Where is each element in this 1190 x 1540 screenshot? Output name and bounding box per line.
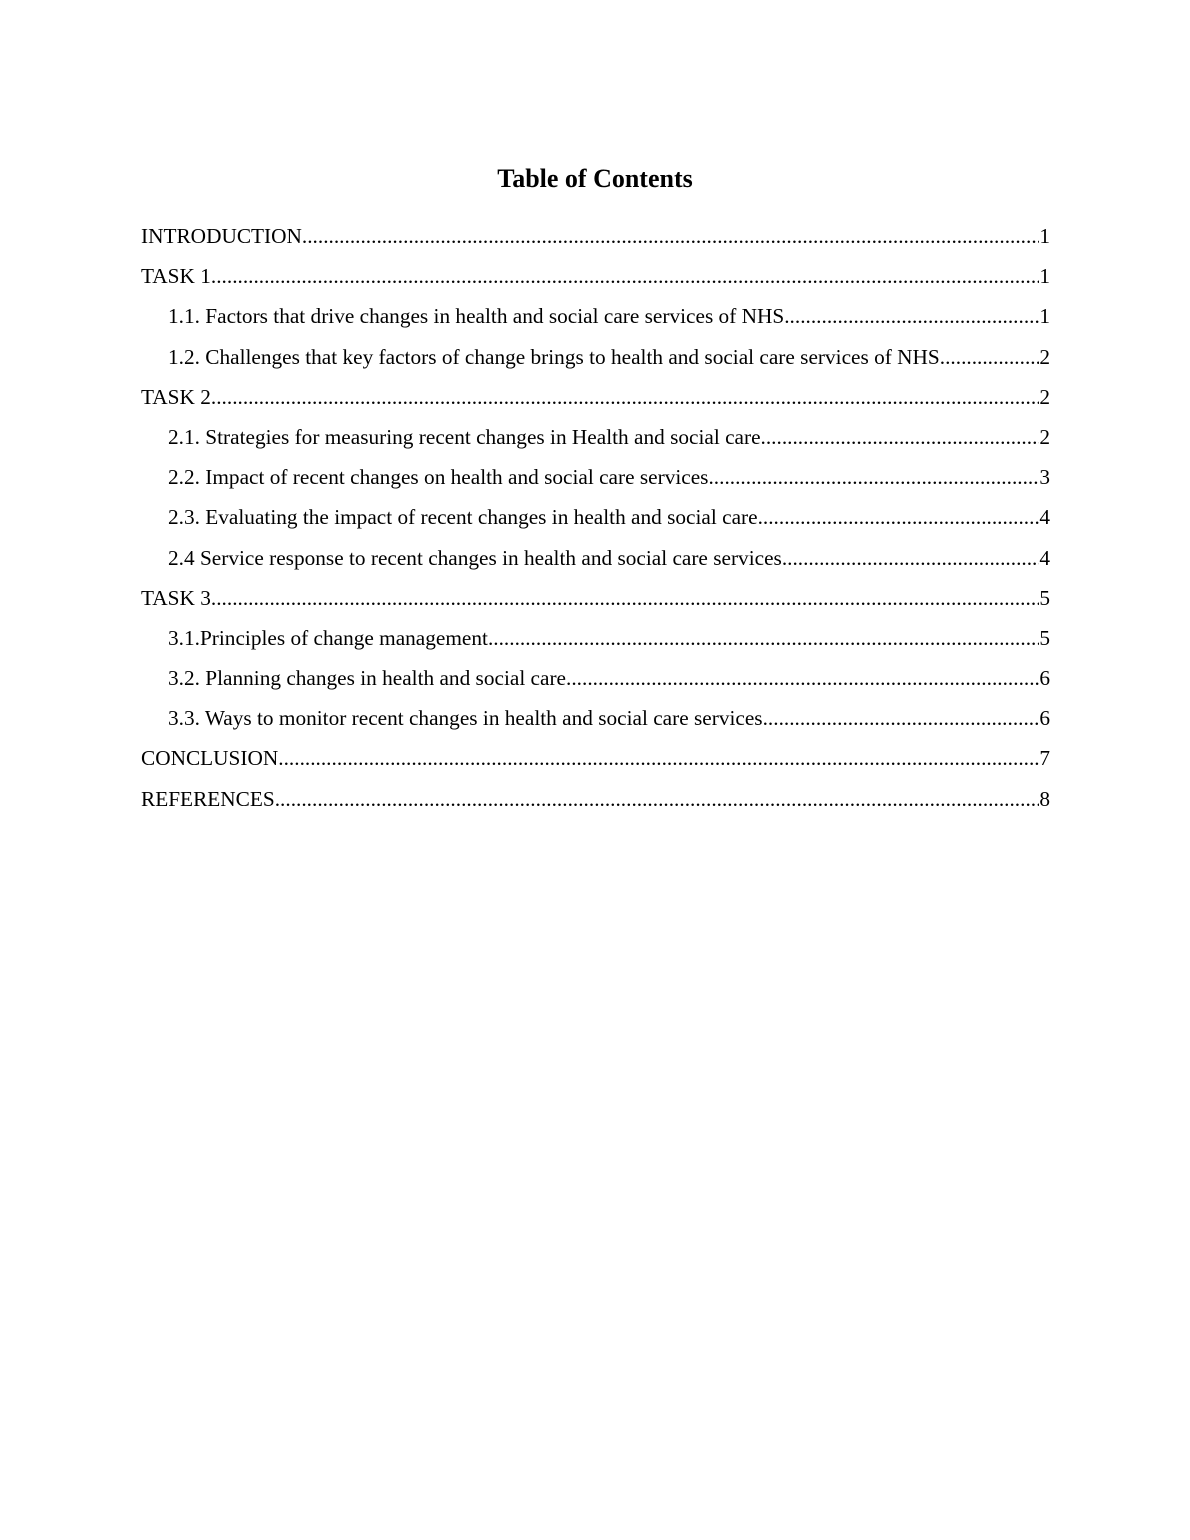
toc-page-number: 2	[1039, 424, 1050, 449]
toc-entry-label: 3.3. Ways to monitor recent changes in health and social care services	[168, 706, 763, 731]
toc-dot-leader	[278, 741, 1039, 775]
toc-dot-leader	[761, 420, 1040, 454]
toc-entry-3-3[interactable]	[141, 701, 1050, 741]
toc-dot-leader	[488, 621, 1039, 655]
toc-entry-label: 2.2. Impact of recent changes on health and social care services	[168, 465, 709, 490]
toc-page-number: 6	[1039, 666, 1050, 691]
toc-page-number: 1	[1039, 264, 1050, 289]
toc-entry-label: TASK 1	[141, 264, 211, 289]
toc-entry-label: INTRODUCTION	[141, 224, 302, 248]
toc-entry-1-1[interactable]	[141, 299, 1050, 339]
toc-list	[141, 219, 1050, 822]
toc-entry-introduction[interactable]	[141, 219, 1050, 259]
toc-entry-task-3[interactable]	[141, 581, 1050, 621]
toc-entry-label: TASK 3	[141, 585, 211, 610]
toc-page-number: 6	[1039, 706, 1050, 731]
toc-page-number: 7	[1039, 746, 1050, 771]
toc-dot-leader	[763, 701, 1040, 735]
toc-page-number: 5	[1039, 625, 1050, 650]
toc-dot-leader	[211, 581, 1039, 615]
toc-entry-label: 2.1. Strategies for measuring recent changes in Health and social care	[168, 424, 761, 449]
toc-dot-leader	[211, 259, 1039, 293]
toc-entry-label: REFERENCES	[141, 786, 275, 811]
toc-dot-leader	[782, 541, 1040, 575]
toc-entry-label: CONCLUSION	[141, 746, 279, 771]
toc-page-number: 2	[1039, 344, 1050, 369]
toc-entry-3-2[interactable]	[141, 661, 1050, 701]
toc-entry-task-1[interactable]	[141, 259, 1050, 299]
toc-page-number: 1	[1039, 224, 1050, 248]
toc-page-number: 3	[1039, 465, 1050, 490]
toc-page-number: 4	[1039, 545, 1050, 570]
toc-dot-leader	[708, 460, 1039, 494]
toc-page-number: 1	[1039, 304, 1050, 329]
toc-dot-leader	[758, 500, 1040, 534]
toc-entry-label: 1.1. Factors that drive changes in health and social care services of NHS	[168, 304, 785, 329]
toc-dot-leader	[566, 661, 1039, 695]
toc-entry-task-2[interactable]	[141, 380, 1050, 420]
toc-entry-references[interactable]	[141, 782, 1050, 822]
toc-entry-label: 3.1.Principles of change management	[168, 625, 488, 650]
toc-page-number: 4	[1039, 505, 1050, 530]
toc-dot-leader	[211, 380, 1039, 414]
toc-entry-label: 2.3. Evaluating the impact of recent changes in health and social care	[168, 505, 758, 530]
toc-entry-2-1[interactable]	[141, 420, 1050, 460]
toc-entry-2-4[interactable]	[141, 541, 1050, 581]
toc-entry-label: 1.2. Challenges that key factors of change brings to health and social care services of NHS	[168, 344, 940, 369]
toc-entry-conclusion[interactable]	[141, 741, 1050, 781]
toc-dot-leader	[302, 219, 1039, 253]
toc-entry-2-3[interactable]	[141, 500, 1050, 540]
toc-title: Table of Contents	[497, 164, 693, 193]
toc-entry-1-2[interactable]	[141, 340, 1050, 380]
toc-page-number: 2	[1039, 384, 1050, 409]
toc-page-number: 5	[1039, 585, 1050, 610]
toc-entry-label: 2.4 Service response to recent changes in health and social care services	[168, 545, 782, 570]
toc-dot-leader	[275, 782, 1040, 816]
toc-entry-label: TASK 2	[141, 384, 211, 409]
toc-entry-3-1[interactable]	[141, 621, 1050, 661]
toc-entry-2-2[interactable]	[141, 460, 1050, 500]
toc-entry-label: 3.2. Planning changes in health and social care	[168, 666, 567, 691]
toc-page-number: 8	[1039, 786, 1050, 811]
toc-dot-leader	[940, 340, 1040, 374]
toc-dot-leader	[784, 299, 1039, 333]
